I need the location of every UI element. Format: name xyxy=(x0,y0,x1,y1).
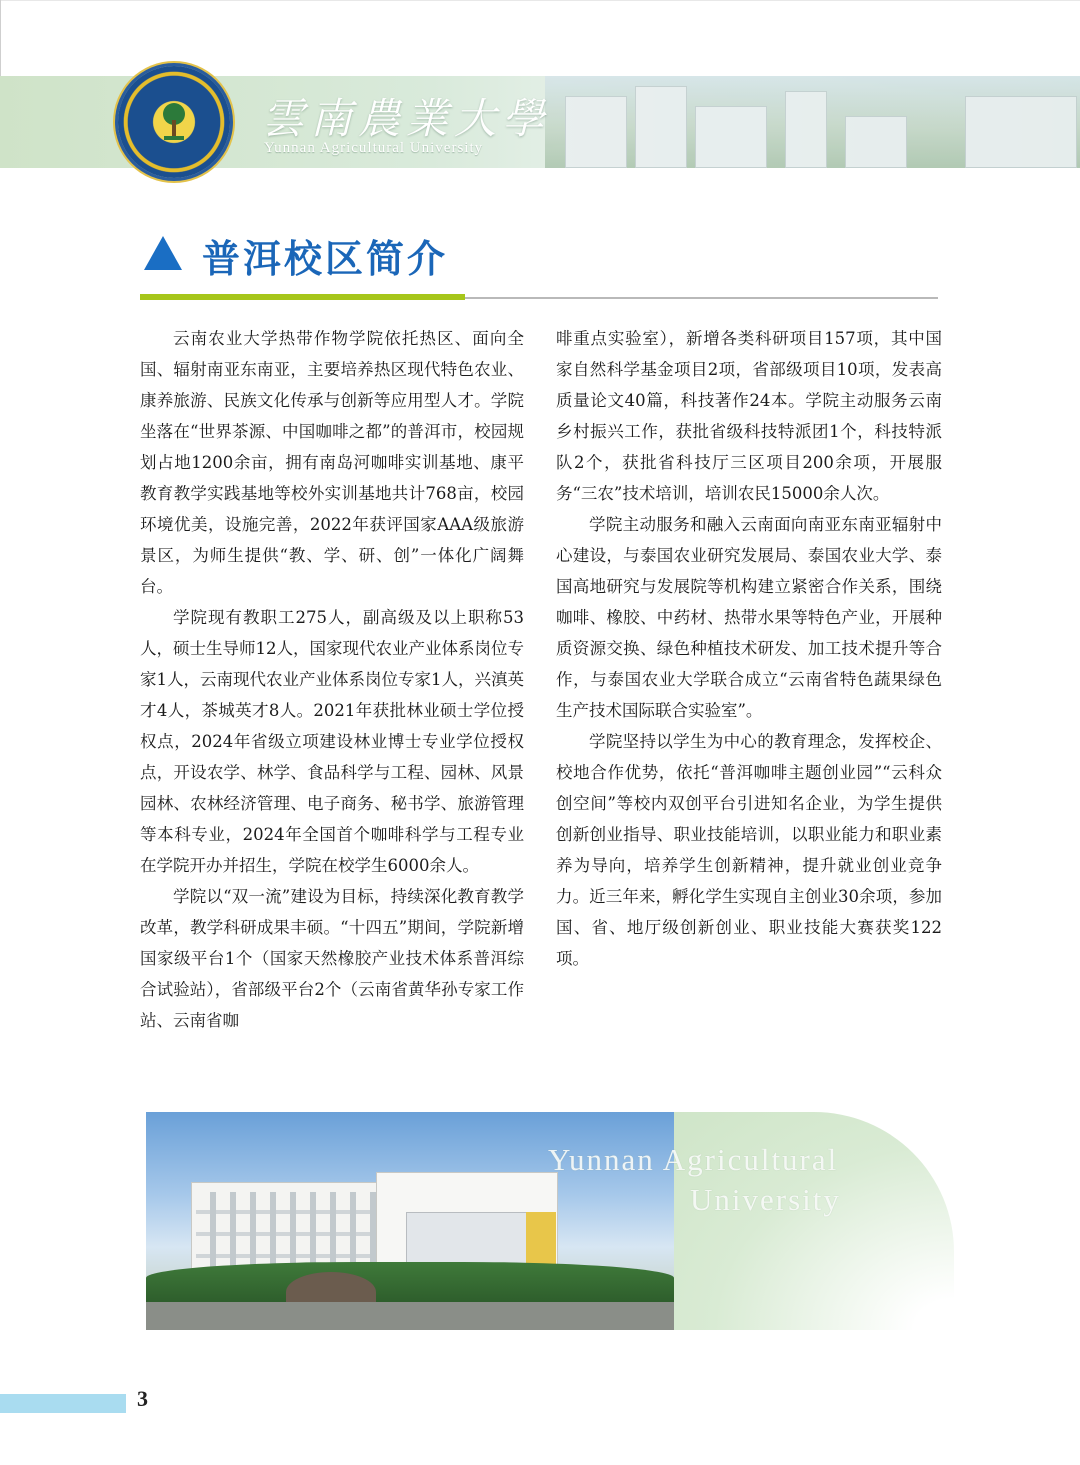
paragraph-continuation: 啡重点实验室），新增各类科研项目157项，其中国家自然科学基金项目2项，省部级项目10项，发表高质量论文40篇，科技著作24本。学院主动服务云南乡村振兴工作，获批省级科技特派团1个，科技特派队2个，获批省科技厅三区项目200余项，开展服务“三农”技术培训，培训农民15000余人次。 xyxy=(556,329,942,503)
triangle-icon xyxy=(144,236,182,270)
paragraph: 云南农业大学热带作物学院依托热区、面向全国、辐射南亚东南亚，主要培养热区现代特色农业、康养旅游、民族文化传承与创新等应用型人才。学院坐落在“世界茶源、中国咖啡之都”的普洱市，校园规划占地1200余亩，拥有南岛河咖啡实训基地、康平教育教学实践基地等校外实训基地共计768亩，校园环境优美，设施完善，2022年获评国家AAA级旅游景区，为师生提供“教、学、研、创”一体化广阔舞台。 xyxy=(140,329,524,596)
tree-icon xyxy=(158,102,190,142)
section-title: 普洱校区简介 xyxy=(202,237,449,281)
text-column-right xyxy=(556,323,942,974)
paragraph: 学院现有教职工275人，副高级及以上职称53人，硕士生导师12人，国家现代农业产业体系岗位专家1人，云南现代农业产业体系岗位专家1人，兴滇英才4人，茶城英才8人。2021年获批林业硕士学位授权点，2024年省级立项建设林业博士专业学位授权点，开设农学、林学、食品科学与工程、园林、风景园林、农林经济管理、电子商务、秘书学、旅游管理等本科专业，2024年全国首个咖啡科学与工程专业在学院开办并招生，学院在校学生6000余人。 xyxy=(140,608,524,875)
page-number-bar xyxy=(0,1394,126,1413)
university-name-english: Yunnan Agricultural University xyxy=(264,140,484,156)
page-number: 3 xyxy=(137,1386,148,1411)
university-name-chinese: 雲南農業大學 xyxy=(262,94,551,143)
photo-watermark-caption xyxy=(548,1140,841,1220)
paragraph: 学院以“双一流”建设为目标，持续深化教育教学改革，教学科研成果丰硕。“十四五”期间，学院新增国家级平台1个（国家天然橡胶产业技术体系普洱综合试验站），省部级平台2个（云南省黄华孙专家工作站、云南省咖 xyxy=(140,887,524,1030)
paragraph: 学院坚持以学生为中心的教育理念，发挥校企、校地合作优势，依托“普洱咖啡主题创业园”“云科众创空间”等校内双创平台引进知名企业，为学生提供创新创业指导、职业技能培训，以职业能力和职业素养为导向，培养学生创新精神，提升就业创业竞争力。近三年来，孵化学生实现自主创业30余项，参加国、省、地厅级创新创业、职业技能大赛获奖122项。 xyxy=(556,732,942,968)
text-column-left xyxy=(140,323,524,1036)
campus-banner-photo xyxy=(545,76,1080,168)
title-accent-bar xyxy=(140,294,465,300)
top-border xyxy=(0,0,1080,1)
caption-line: University xyxy=(690,1182,841,1217)
paragraph: 学院主动服务和融入云南面向南亚东南亚辐射中心建设，与泰国农业研究发展局、泰国农业大学、泰国高地研究与发展院等机构建立紧密合作关系，围绕咖啡、橡胶、中药材、热带水果等特色产业，开展种质资源交换、绿色种植技术研发、加工技术提升等合作，与泰国农业大学联合成立“云南省特色蔬果绿色生产技术国际联合实验室”。 xyxy=(556,515,942,720)
side-border xyxy=(0,0,1,76)
university-emblem-icon xyxy=(118,66,230,178)
caption-line: Yunnan Agricultural xyxy=(548,1142,839,1177)
